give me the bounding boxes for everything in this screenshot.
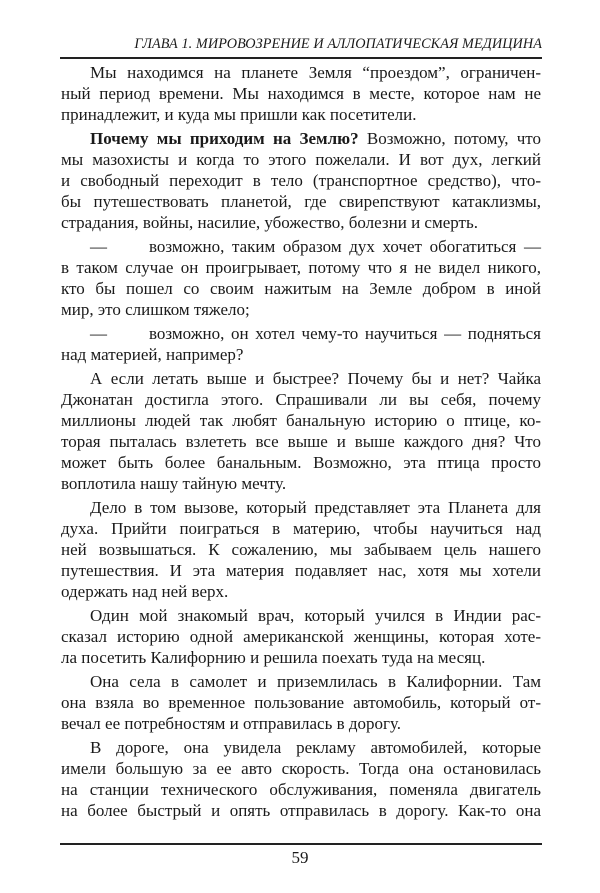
text-line: миллионы людей так любят банальную историю о птице, ко- (61, 411, 541, 430)
text-line (61, 323, 541, 344)
text-run: Возможно, потому, что (358, 129, 541, 148)
text-line: путешествия. И эта материя подавляет нас, хотя мы хотели (61, 561, 541, 580)
text-line: одержать над ней верх. (61, 582, 229, 601)
page-number: 59 (291, 848, 309, 867)
text-line: на более быстрый и опять отправилась в дорогу. Как-то она (61, 801, 541, 820)
text-line: торая пыталась взлететь все выше и выше каждого дня? Что (61, 432, 541, 451)
header-rule (60, 57, 542, 59)
text-line: воплотила нашу тайную мечту. (61, 474, 287, 493)
text-line: бы путешествовать планетой, где свирепствуют катаклизмы, (61, 192, 541, 211)
text-line: она взяла во временное пользование автомобиль, который от- (61, 693, 541, 712)
text-line: страдания, войны, насилие, убожество, болезни и смерть. (61, 213, 478, 232)
text-line: в таком случае он проигрывает, потому что я не видел никого, (61, 258, 541, 277)
dash-paragraph (61, 236, 541, 320)
footer-rule (60, 843, 542, 845)
text-line: принадлежит, и куда мы пришли как посетители. (61, 105, 417, 124)
text-line: духа. Прийти поиграться в материю, чтобы научиться над (61, 519, 541, 538)
dash: — (90, 237, 107, 256)
text-run: возможно, он хотел чему-то научиться — подняться (149, 324, 541, 343)
text-line: мы мазохисты и когда то этого пожелали. И вот дух, легкий (61, 150, 541, 169)
text-line (61, 128, 541, 149)
text-line: Мы находимся на планете Земля “проездом”, ограничен- (90, 63, 541, 82)
text-line: А если летать выше и быстрее? Почему бы и нет? Чайка (90, 369, 541, 388)
text-line: ный период времени. Мы находимся в месте, которое нам не (61, 84, 541, 103)
page-body (61, 62, 541, 821)
text-line: Джонатан достигла этого. Спрашивали ли вы себя, почему (61, 390, 541, 409)
text-line: вечал ее потребностям и отправилась в дорогу. (61, 714, 402, 733)
paragraph (61, 128, 541, 233)
dash: — (90, 324, 107, 343)
text-line (61, 236, 541, 257)
text-line: ней возвышаться. К сожалению, мы забываем цель нашего (61, 540, 541, 559)
paragraph (61, 671, 541, 734)
paragraph (61, 605, 541, 668)
text-line: имели большую за ее авто скорость. Тогда она остановилась (61, 759, 541, 778)
bold-question: Почему мы приходим на Землю? (90, 129, 359, 148)
text-line: В дороге, она увидела рекламу автомобилей, которые (90, 738, 541, 757)
paragraph (61, 368, 541, 494)
text-line: и свободный переходит в тело (транспортное средство), что- (61, 171, 541, 190)
text-line: Она села в самолет и приземлилась в Калифорнии. Там (90, 672, 541, 691)
text-line: на станции технического обслуживания, поменяла двигатель (61, 780, 541, 799)
running-header: ГЛАВА 1. МИРОВОЗРЕНИЕ И АЛЛОПАТИЧЕСКАЯ МЕДИЦИНА (134, 36, 542, 52)
text-line: кто бы пошел со своим нажитым на Земле добром в иной (61, 279, 541, 298)
text-line: Один мой знакомый врач, который учился в Индии рас- (90, 606, 541, 625)
paragraph (61, 62, 541, 125)
text-line: ла посетить Калифорнию и решила поехать туда на месяц. (61, 648, 486, 667)
text-line: может быть более банальным. Возможно, эта птица просто (61, 453, 541, 472)
dash-paragraph (61, 323, 541, 365)
text-line: мир, это слишком тяжело; (61, 300, 250, 319)
text-line: Дело в том вызове, который представляет эта Планета для (90, 498, 541, 517)
text-line: сказал историю одной американской женщины, которая хоте- (61, 627, 541, 646)
text-run: возможно, таким образом дух хочет обогатиться — (149, 237, 541, 256)
text-line: над материей, например? (61, 345, 244, 364)
paragraph (61, 737, 541, 821)
paragraph (61, 497, 541, 602)
